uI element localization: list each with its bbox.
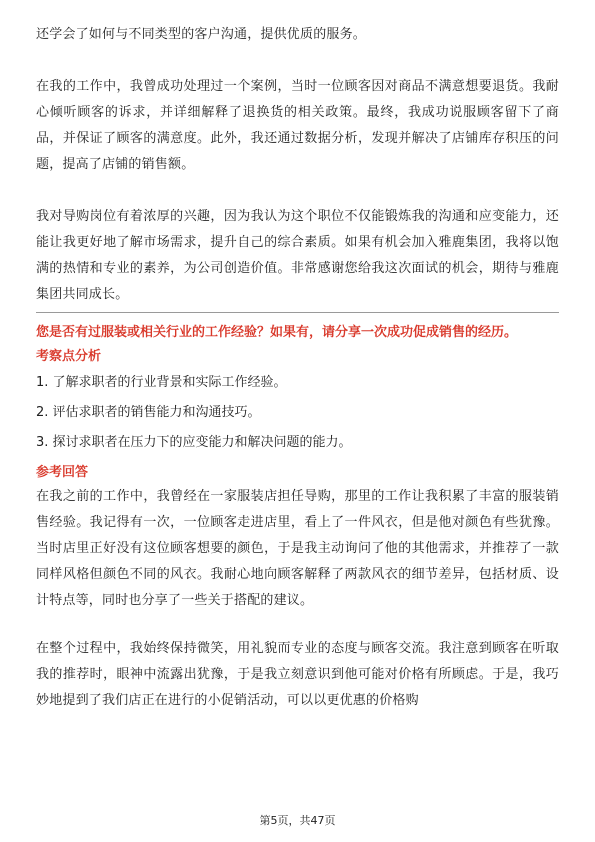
analysis-item: 3. 探讨求职者在压力下的应变能力和解决问题的能力。 [36,435,352,450]
answer-paragraph: 在我之前的工作中，我曾经在一家服装店担任导购，那里的工作让我积累了丰富的服装销售经验。我记得有一次，一位顾客走进店里，看上了一件风衣，但是他对颜色有些犹豫。当时店里正好没有这位顾客想要的颜色，于是我主动询问了他的其他需求，并推荐了一款同样风格但颜色不同的风衣。我耐心地向顾客解释了两款风衣的细节差异，包括材质、设计特点等，同时也分享了一些关于搭配的建议。 [36,489,559,608]
section-divider [36,312,559,313]
analysis-item: 1. 了解求职者的行业背景和实际工作经验。 [36,375,287,390]
paragraph-case-example: 在我的工作中，我曾成功处理过一个案例，当时一位顾客因对商品不满意想要退货。我耐心倾听顾客的诉求，并详细解释了退换货的相关政策。最终，我成功说服顾客留下了商品，并保证了顾客的满意度。此外，我还通过数据分析，发现并解决了店铺库存积压的问题，提高了店铺的销售额。 [36,79,559,172]
page-content [36,22,559,714]
answer-heading: 参考回答 [36,465,89,480]
paragraph-intro-continued: 还学会了如何与不同类型的客户沟通，提供优质的服务。 [36,27,367,42]
interview-question: 您是否有过服装或相关行业的工作经验？如果有，请分享一次成功促成销售的经历。 [36,325,518,340]
spacer [36,614,559,636]
spacer [36,178,559,204]
analysis-heading: 考察点分析 [36,349,102,364]
paragraph-motivation: 我对导购岗位有着浓厚的兴趣，因为我认为这个职位不仅能锻炼我的沟通和应变能力，还能让我更好地了解市场需求，提升自己的综合素质。如果有机会加入雅鹿集团，我将以饱满的热情和专业的素养，为公司创造价值。非常感谢您给我这次面试的机会，期待与雅鹿集团共同成长。 [36,209,559,302]
page-number-footer: 第5页，共47页 [259,814,336,827]
answer-paragraph: 在整个过程中，我始终保持微笑，用礼貌而专业的态度与顾客交流。我注意到顾客在听取我的推荐时，眼神中流露出犹豫，于是我立刻意识到他可能对价格有所顾虑。于是，我巧妙地提到了我们店正在进行的小促销活动，可以以更优惠的价格购 [36,641,559,708]
analysis-item: 2. 评估求职者的销售能力和沟通技巧。 [36,405,261,420]
spacer [36,48,559,74]
analysis-list [36,368,559,458]
